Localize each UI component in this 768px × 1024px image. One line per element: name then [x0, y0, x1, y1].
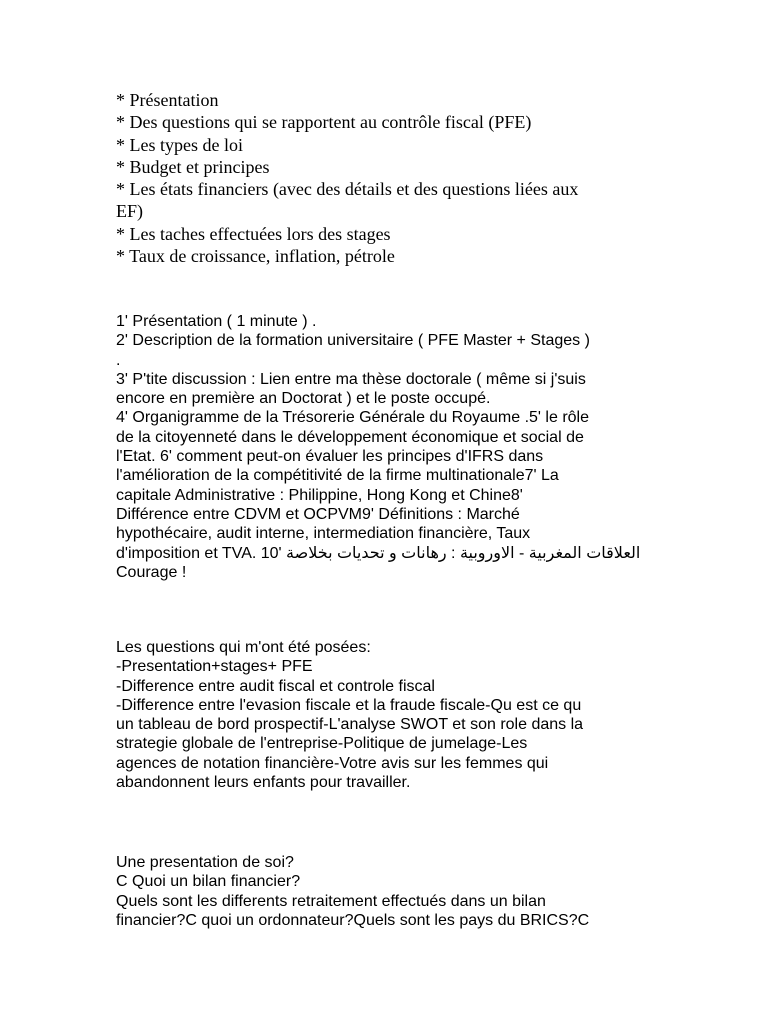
topic-line: * Budget et principes — [116, 156, 270, 177]
step-line: l'amélioration de la compétitivité de la firme multinationale7' La — [116, 467, 559, 485]
step-line: encore en première an Doctorat ) et le poste occupé. — [116, 390, 491, 408]
question-line: financier?C quoi un ordonnateur?Quels sont les pays du BRICS?C — [116, 911, 590, 929]
step-line: 2' Description de la formation universitaire ( PFE Master + Stages ) — [116, 332, 590, 350]
topic-line: * Les états financiers (avec des détails et des questions liées aux — [116, 179, 579, 200]
question-line: -Presentation+stages+ PFE — [116, 658, 313, 676]
closing-line: Courage ! — [116, 563, 187, 581]
more-questions — [116, 853, 656, 930]
question-line: un tableau de bord prospectif-L'analyse SWOT et son role dans la — [116, 716, 584, 734]
topic-line: * Présentation — [116, 90, 219, 110]
question-line: C Quoi un bilan financier? — [116, 873, 301, 891]
step-line: 3' P'tite discussion : Lien entre ma thèse doctorale ( même si j'suis — [116, 370, 586, 388]
step-line: de la citoyenneté dans le développement économique et social de — [116, 428, 584, 446]
question-line: strategie globale de l'entreprise-Politique de jumelage-Les — [116, 735, 528, 753]
topic-line: EF) — [116, 201, 143, 222]
question-line: Quels sont les differents retraitement effectués dans un bilan — [116, 892, 546, 910]
topic-line: * Les taches effectuées lors des stages — [116, 223, 391, 244]
step-line: . — [116, 351, 121, 369]
topic-line: * Des questions qui se rapportent au contrôle fiscal (PFE) — [116, 112, 532, 133]
topics-list — [116, 89, 656, 267]
interview-steps — [116, 312, 656, 582]
topic-line: * Taux de croissance, inflation, pétrole — [116, 246, 395, 267]
arabic-text: العلاقات المغربية - الاوروبية : رهانات و تحديات بخلاصة — [286, 544, 641, 562]
step-line: Différence entre CDVM et OCPVM9' Définitions : Marché — [116, 505, 520, 523]
step-line-mixed — [116, 544, 656, 563]
question-line: -Difference entre audit fiscal et controle fiscal — [116, 677, 435, 695]
step-line: l'Etat. 6' comment peut-on évaluer les principes d'IFRS dans — [116, 448, 544, 466]
asked-questions — [116, 638, 656, 792]
step-line: 1' Présentation ( 1 minute ) . — [116, 313, 317, 330]
step-line-prefix: d'imposition et TVA. 10' — [116, 544, 287, 562]
question-line: agences de notation financière-Votre avis sur les femmes qui — [116, 754, 549, 772]
question-line: -Difference entre l'evasion fiscale et la fraude fiscale-Qu est ce qu — [116, 696, 582, 714]
step-line: capitale Administrative : Philippine, Hong Kong et Chine8' — [116, 486, 523, 504]
step-line: hypothécaire, audit interne, intermediation financière, Taux — [116, 525, 531, 543]
step-line: 4' Organigramme de la Trésorerie Générale du Royaume .5' le rôle — [116, 409, 590, 427]
question-line: Une presentation de soi? — [116, 854, 294, 871]
topic-line: * Les types de loi — [116, 134, 243, 155]
question-line: abandonnent leurs enfants pour travailler. — [116, 774, 411, 792]
question-line: Les questions qui m'ont été posées: — [116, 639, 371, 656]
